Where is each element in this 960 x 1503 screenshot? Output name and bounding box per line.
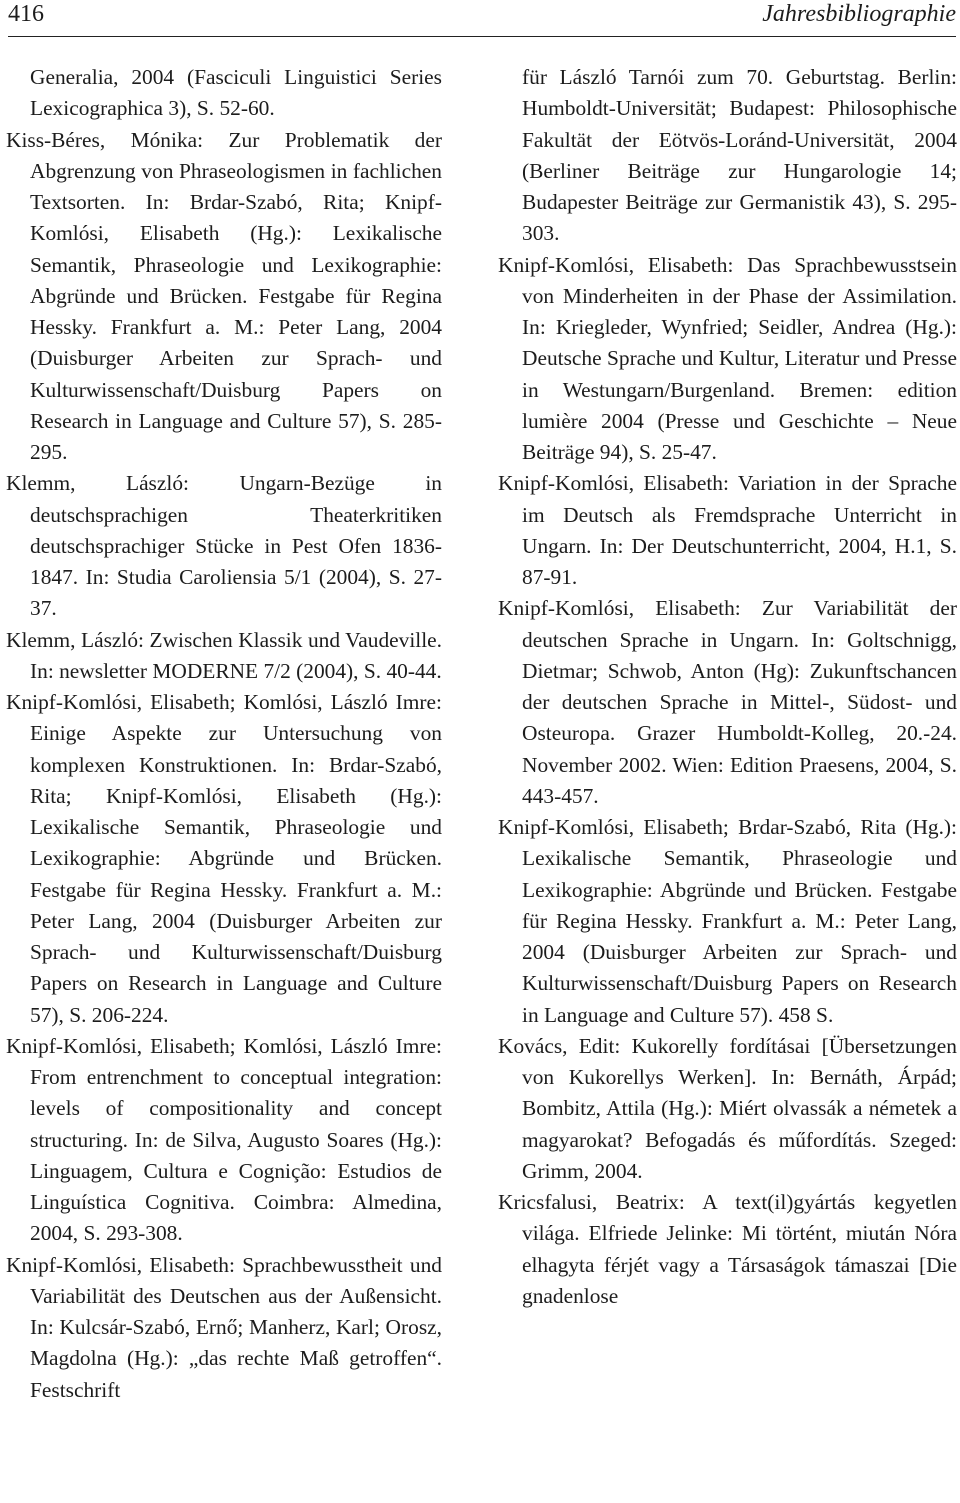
bibliography-entry: Kricsfalusi, Beatrix: A text(il)gyártás kegyetlen világa. Elfriede Jelinke: Mi történt, miután Nóra elhagyta férjét vagy a Társaságok támaszai [Die gnadenlose xyxy=(498,1190,957,1308)
bibliography-entry: Generalia, 2004 (Fasciculi Linguistici Series Lexicographica 3), S. 52-60. xyxy=(30,65,442,121)
bibliography-entry: für László Tarnói zum 70. Geburtstag. Berlin: Humboldt-Universität; Budapest: Philosophische Fakultät der Eötvös-Loránd-Universität, 2004 (Berliner Beiträge zur Hungarologie 14; Budapester Beiträge zur Germanistik 43), S. 295-303. xyxy=(522,65,957,246)
bibliography-entry: Kiss-Béres, Mónika: Zur Problematik der Abgrenzung von Phraseologismen in fachlichen Textsorten. In: Brdar-Szabó, Rita; Knipf-Komlósi, Elisabeth (Hg.): Lexikalische Semantik, Phraseologie und Lexikographie: Abgründe und Brücken. Festgabe für Regina Hessky. Frankfurt a. M.: Peter Lang, 2004 (Duisburger Arbeiten zur Sprach- und Kulturwissenschaft/Duisburg Papers on Research in Language and Culture 57), S. 285-295. xyxy=(6,127,442,464)
running-title: Jahresbibliographie xyxy=(762,1,956,27)
bibliography-entry: Klemm, László: Zwischen Klassik und Vaudeville. In: newsletter MODERNE 7/2 (2004), S. 40-44. xyxy=(6,627,442,683)
bibliography-entry: Kovács, Edit: Kukorelly fordításai [Übersetzungen von Kukorellys Werken]. In: Bernáth, Árpád; Bombitz, Attila (Hg.): Miért olvassák a németek a magyarokat? Befogadás és műfordítás. Szeged: Grimm, 2004. xyxy=(498,1033,957,1183)
bibliography-entry: Knipf-Komlósi, Elisabeth; Brdar-Szabó, Rita (Hg.): Lexikalische Semantik, Phraseologie und Lexikographie: Abgründe und Brücken. Festgabe für Regina Hessky. Frankfurt a. M.: Peter Lang, 2004 (Duisburger Arbeiten zur Sprach- und Kulturwissenschaft/Duisburg Papers on Research in Language and Culture 57). 458 S. xyxy=(498,815,957,1027)
bibliography-entry: Knipf-Komlósi, Elisabeth: Sprachbewusstheit und Variabilität des Deutschen aus der Außensicht. In: Kulcsár-Szabó, Ernő; Manherz, Karl; Orosz, Magdolna (Hg.): „das rechte Maß getroffen“. Festschrift xyxy=(6,1252,442,1402)
page-number: 416 xyxy=(8,1,44,27)
bibliography-entry: Klemm, László: Ungarn-Bezüge in deutschsprachigen Theaterkritiken deutschsprachiger Stücke in Pest Ofen 1836-1847. In: Studia Caroliensia 5/1 (2004), S. 27-37. xyxy=(6,471,442,621)
page-header xyxy=(8,0,956,37)
bibliography-entry: Knipf-Komlósi, Elisabeth: Zur Variabilität der deutschen Sprache in Ungarn. In: Goltschnigg, Dietmar; Schwob, Anton (Hg): Zukunftschancen der deutschen Sprache in Mittel-, Südost- und Osteuropa. Grazer Humboldt-Kolleg, 20.-24. November 2002. Wien: Edition Praesens, 2004, S. 443-457. xyxy=(498,596,957,808)
left-column xyxy=(6,62,442,1406)
bibliography-entry: Knipf-Komlósi, Elisabeth; Komlósi, László Imre: Einige Aspekte zur Untersuchung von komplexen Konstruktionen. In: Brdar-Szabó, Rita; Knipf-Komlósi, Elisabeth (Hg.): Lexikalische Semantik, Phraseologie und Lexikographie: Abgründe und Brücken. Festgabe für Regina Hessky. Frankfurt a. M.: Peter Lang, 2004 (Duisburger Arbeiten zur Sprach- und Kulturwissenschaft/Duisburg Papers on Research in Language and Culture 57), S. 206-224. xyxy=(6,690,442,1027)
bibliography-entry: Knipf-Komlósi, Elisabeth: Variation in der Sprache im Deutsch als Fremdsprache Unterricht in Ungarn. In: Der Deutschunterricht, 2004, H.1, S. 87-91. xyxy=(498,471,957,589)
bibliography-entry: Knipf-Komlósi, Elisabeth; Komlósi, László Imre: From entrenchment to conceptual integration: levels of compositionality and concept structuring. In: de Silva, Augusto Soares (Hg.): Linguagem, Cultura e Cognição: Estudios de Linguística Cognitiva. Coimbra: Almedina, 2004, S. 293-308. xyxy=(6,1033,442,1246)
bibliography-entry: Knipf-Komlósi, Elisabeth: Das Sprachbewusstsein von Minderheiten in der Phase der Assimilation. In: Kriegleder, Wynfried; Seidler, Andrea (Hg.): Deutsche Sprache und Kultur, Literatur und Presse in Westungarn/Burgenland. Bremen: edition lumière 2004 (Presse und Geschichte – Neue Beiträge 94), S. 25-47. xyxy=(498,252,957,464)
right-column xyxy=(498,62,957,1312)
